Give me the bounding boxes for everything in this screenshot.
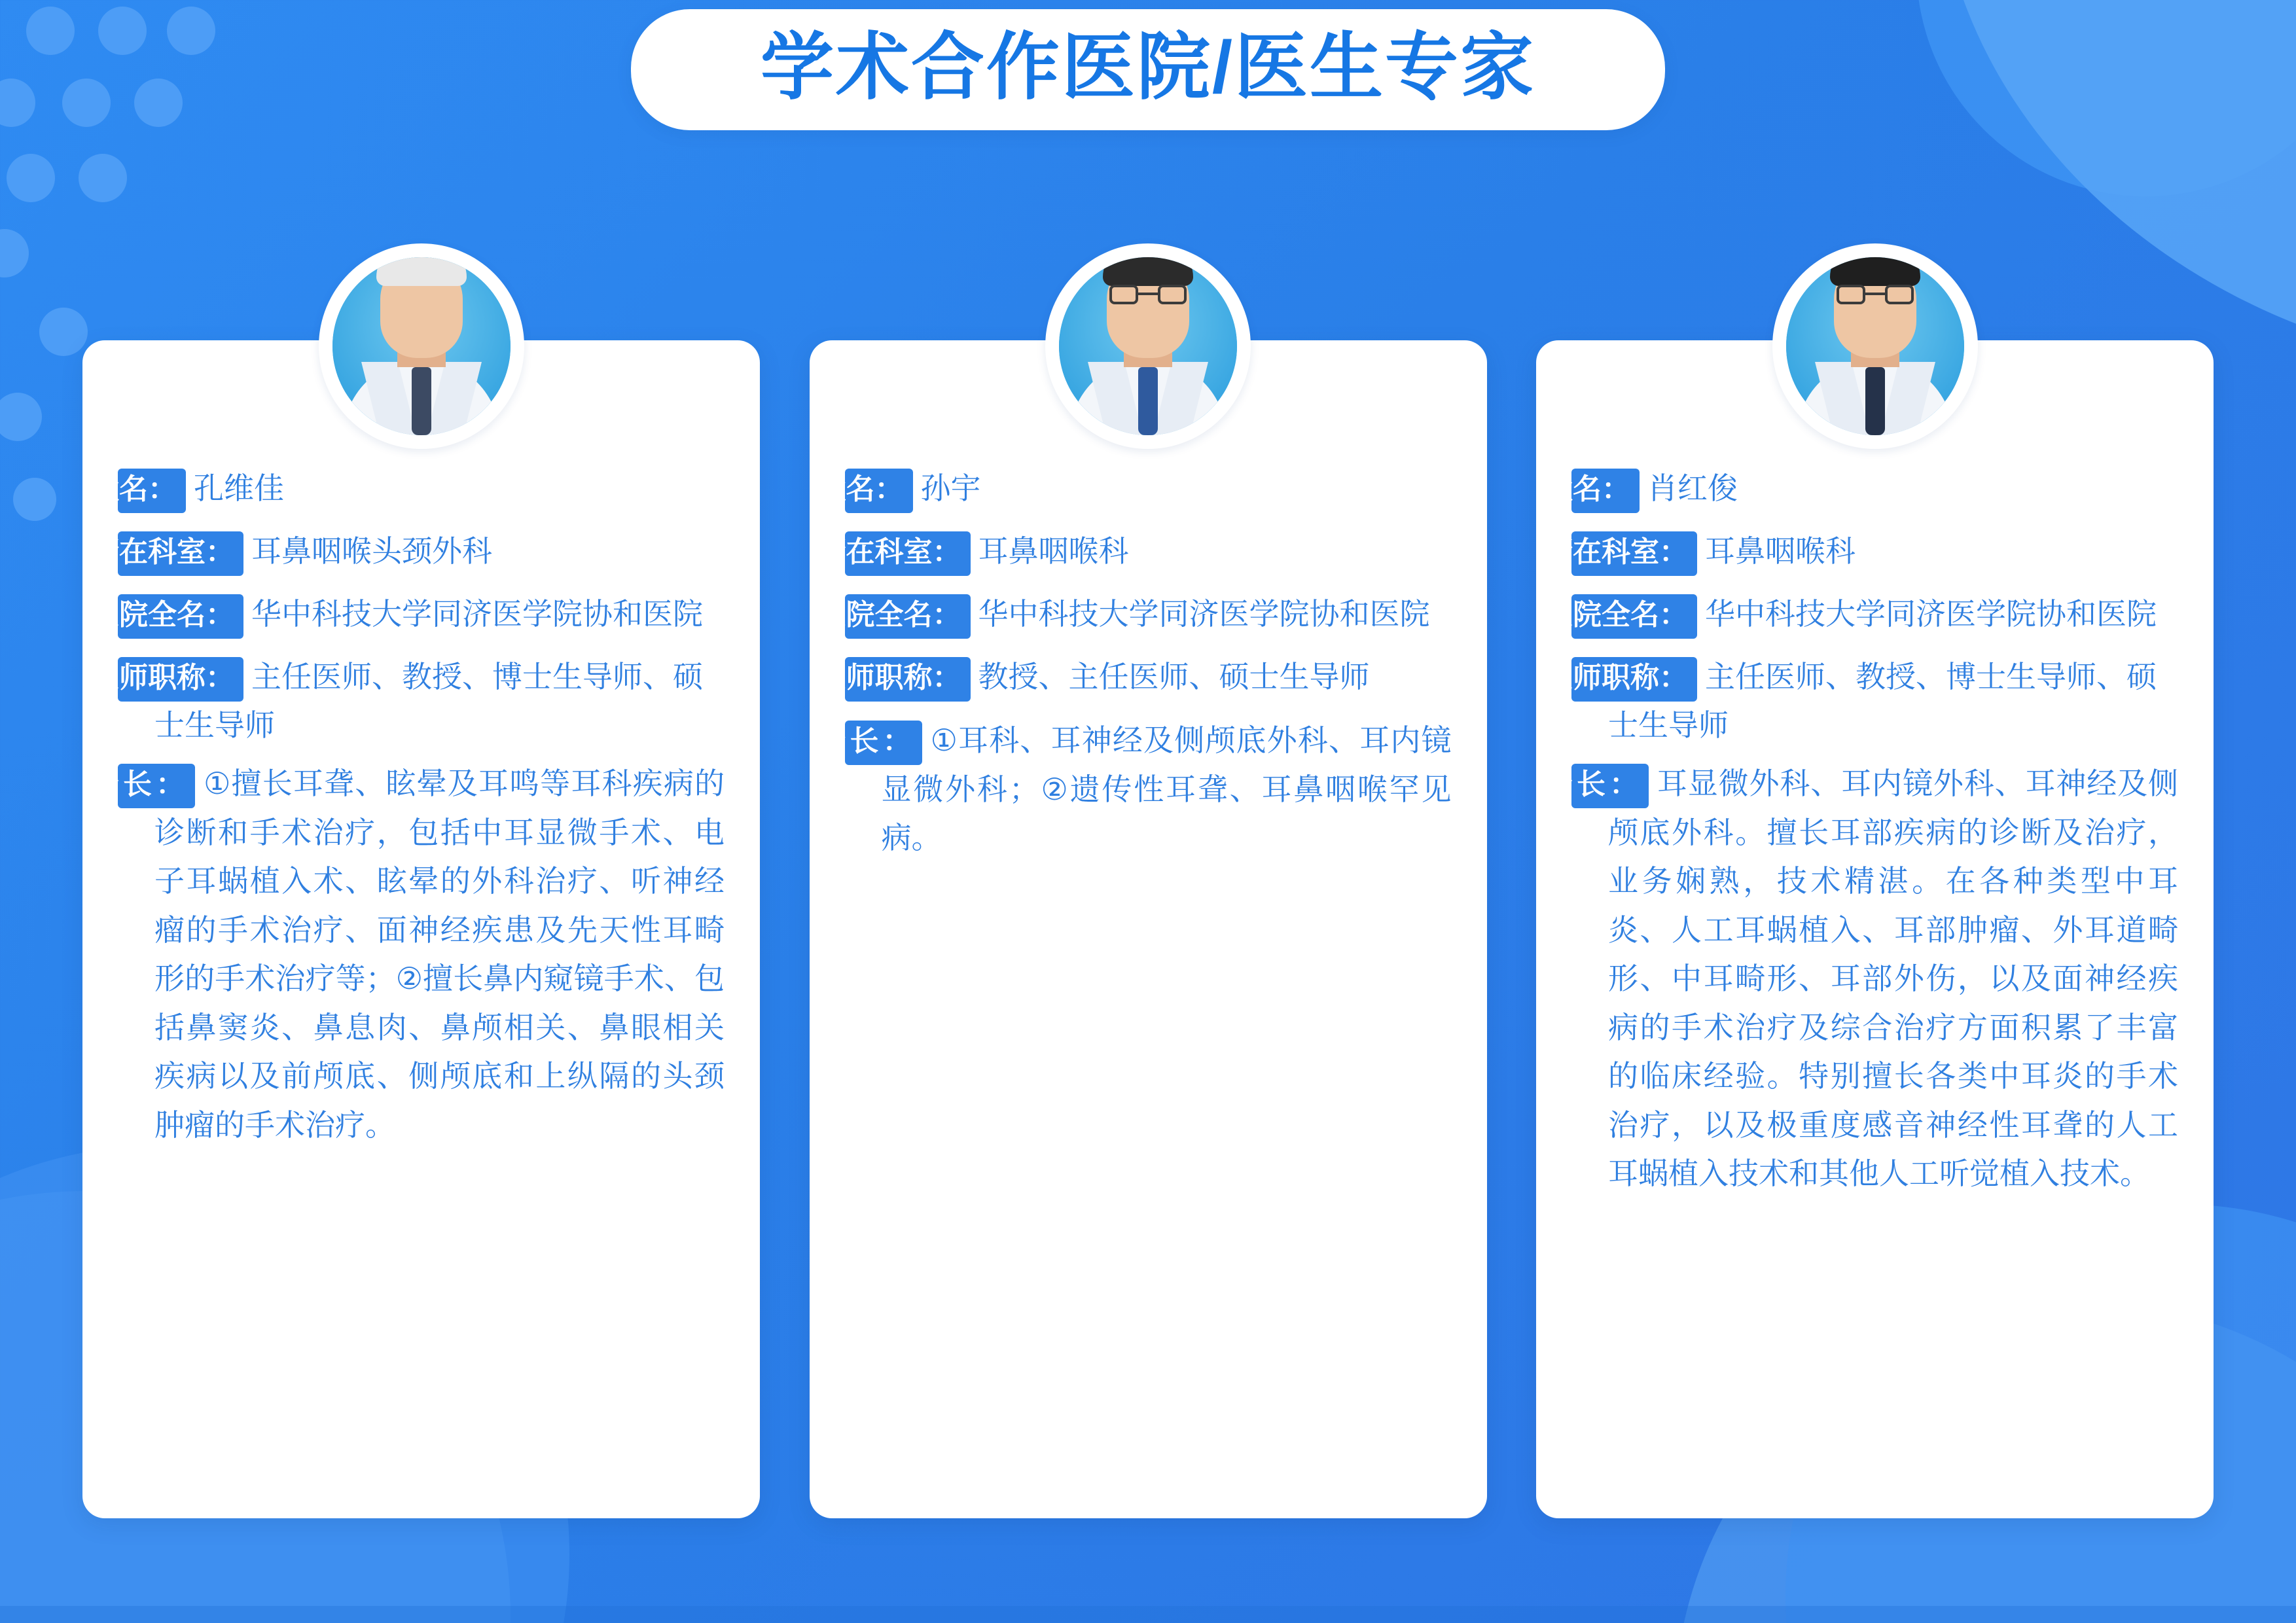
doctor-specialty-row — [90, 759, 725, 1150]
doctor-department: 耳鼻咽喉头颈外科 — [251, 533, 492, 568]
doctor-department-row — [90, 527, 725, 576]
doctor-hospital: 华中科技大学同济医学院协和医院 — [1705, 596, 2157, 631]
doctor-rank-row — [1544, 653, 2178, 745]
avatar — [1772, 243, 1978, 449]
doctor-department: 耳鼻咽喉科 — [978, 533, 1129, 568]
background-circle-top-right — [1916, 0, 2296, 196]
background-bottom-strip — [0, 1606, 2296, 1623]
doctor-name: 孙宇 — [920, 471, 981, 505]
label-name: 姓名： — [118, 469, 186, 513]
doctor-hospital-row — [90, 590, 725, 639]
label-specialty: 专长： — [118, 764, 195, 808]
label-specialty: 专长： — [1571, 764, 1649, 808]
doctor-card — [82, 340, 760, 1518]
doctor-name-row — [1544, 465, 2178, 513]
label-hospital: 医院全名： — [1571, 594, 1697, 639]
doctor-department-row — [817, 527, 1452, 576]
doctor-specialty-row — [817, 716, 1452, 863]
label-specialty: 专长： — [845, 721, 922, 765]
avatar — [1045, 243, 1251, 449]
doctor-rank: 主任医师、教授、博士生导师、硕士生导师 — [1608, 659, 2157, 742]
label-rank: 医师职称： — [118, 657, 243, 702]
label-department: 所在科室： — [118, 531, 243, 576]
doctor-department: 耳鼻咽喉科 — [1705, 533, 1856, 568]
doctor-name: 孔维佳 — [194, 471, 284, 505]
doctor-card — [1536, 340, 2214, 1518]
doctor-rank: 教授、主任医师、硕士生导师 — [978, 659, 1370, 694]
doctor-name-row — [90, 465, 725, 513]
label-hospital: 医院全名： — [845, 594, 971, 639]
doctor-portrait-icon — [1059, 257, 1237, 435]
doctor-specialty: 耳显微外科、耳内镜外科、耳神经及侧颅底外科。擅长耳部疾病的诊断及治疗，业务娴熟，技术精湛。在各种类型中耳炎、人工耳蜗植入、耳部肿瘤、外耳道畸形、中耳畸形、耳部外伤，以及面神经疾病的手术治疗及综合治疗方面积累了丰富的临床经验。特别擅长各类中耳炎的手术治疗，以及极重度感音神经性耳聋的人工耳蜗植入技术和其他人工听觉植入技术。 — [1608, 766, 2178, 1191]
doctor-rank: 主任医师、教授、博士生导师、硕士生导师 — [154, 659, 703, 742]
label-name: 姓名： — [1571, 469, 1640, 513]
page-title-banner — [631, 9, 1665, 130]
doctor-name-row — [817, 465, 1452, 513]
doctor-portrait-icon — [332, 257, 511, 435]
label-rank: 医师职称： — [1571, 657, 1697, 702]
doctor-specialty-row — [1544, 759, 2178, 1198]
doctor-name: 肖红俊 — [1647, 471, 1738, 505]
doctor-card-list — [82, 340, 2214, 1518]
label-department: 所在科室： — [845, 531, 971, 576]
page-title: 学术合作医院/医生专家 — [760, 26, 1536, 108]
label-hospital: 医院全名： — [118, 594, 243, 639]
doctor-specialty: ①耳科、耳神经及侧颅底外科、耳内镜显微外科；②遗传性耳聋、耳鼻咽喉罕见病。 — [881, 722, 1452, 855]
label-department: 所在科室： — [1571, 531, 1697, 576]
doctor-rank-row — [817, 653, 1452, 702]
label-name: 姓名： — [845, 469, 913, 513]
avatar — [319, 243, 524, 449]
doctor-department-row — [1544, 527, 2178, 576]
doctor-hospital: 华中科技大学同济医学院协和医院 — [978, 596, 1430, 631]
doctor-specialty: ①擅长耳聋、眩晕及耳鸣等耳科疾病的诊断和手术治疗，包括中耳显微手术、电子耳蜗植入术、眩晕的外科治疗、听神经瘤的手术治疗、面神经疾患及先天性耳畸形的手术治疗等；②擅长鼻内窥镜手术、包括鼻窦炎、鼻息肉、鼻颅相关、鼻眼相关疾病以及前颅底、侧颅底和上纵隔的头颈肿瘤的手术治疗。 — [154, 766, 725, 1142]
doctor-card — [810, 340, 1487, 1518]
doctor-portrait-icon — [1786, 257, 1964, 435]
doctor-hospital-row — [1544, 590, 2178, 639]
doctor-hospital-row — [817, 590, 1452, 639]
doctor-rank-row — [90, 653, 725, 745]
label-rank: 医师职称： — [845, 657, 971, 702]
doctor-hospital: 华中科技大学同济医学院协和医院 — [251, 596, 703, 631]
